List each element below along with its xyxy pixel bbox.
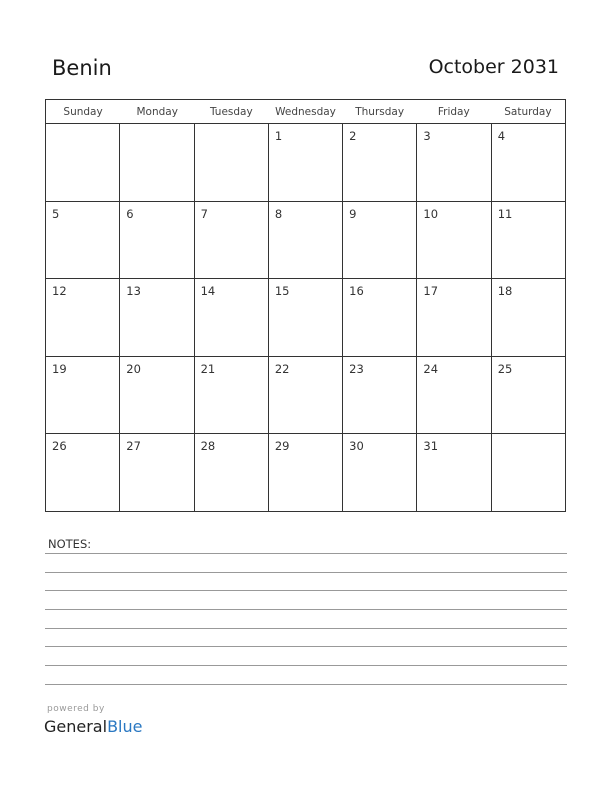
day-cell	[46, 202, 120, 279]
day-number: 26	[52, 439, 67, 454]
day-cell	[492, 124, 565, 201]
day-cell	[120, 434, 194, 512]
weekday-sunday: Sunday	[63, 106, 103, 118]
day-cell	[492, 357, 565, 434]
day-number: 24	[423, 361, 439, 376]
day-cell	[195, 124, 269, 201]
day-number: 30	[349, 439, 364, 454]
day-cell	[417, 124, 491, 201]
day-cell	[417, 357, 491, 434]
weekday-tuesday: Tuesday	[209, 106, 253, 118]
day-number: 17	[423, 284, 439, 299]
day-number: 5	[52, 206, 60, 221]
day-cell	[195, 202, 269, 279]
day-number: 22	[274, 361, 290, 376]
day-cell	[195, 279, 269, 356]
weekday-saturday: Saturday	[504, 106, 552, 118]
day-cell	[120, 202, 194, 279]
day-cell	[269, 124, 343, 201]
weekday-friday: Friday	[437, 106, 470, 118]
country-title: Benin	[52, 56, 112, 80]
note-line	[45, 590, 567, 591]
notes-label: NOTES:	[48, 537, 92, 551]
day-number: 25	[497, 361, 513, 376]
day-cell	[492, 434, 565, 512]
day-cell	[269, 357, 343, 434]
day-number: 12	[52, 284, 67, 299]
day-number: 14	[200, 284, 216, 299]
day-number: 2	[349, 129, 357, 143]
note-line	[45, 628, 567, 629]
day-cell	[120, 124, 194, 201]
day-cell	[343, 124, 417, 201]
powered-by-text: powered by	[47, 704, 105, 714]
day-number: 21	[200, 361, 216, 376]
day-number: 10	[423, 206, 439, 221]
day-cell	[417, 279, 491, 356]
day-number: 8	[274, 206, 283, 221]
day-number: 20	[126, 361, 141, 376]
day-cell	[343, 434, 417, 512]
day-cell	[343, 202, 417, 279]
day-cell	[46, 357, 120, 434]
weekday-header-row	[46, 100, 565, 124]
day-cell	[343, 279, 417, 356]
day-number: 15	[274, 284, 290, 299]
month-title: October 2031	[428, 56, 559, 78]
day-number: 16	[349, 284, 364, 299]
note-line	[45, 553, 567, 554]
week-row-2	[46, 202, 565, 280]
day-cell	[492, 202, 565, 279]
week-row-1	[46, 124, 565, 202]
day-number: 23	[349, 361, 364, 376]
day-cell	[46, 279, 120, 356]
day-cell	[269, 279, 343, 356]
day-cell	[46, 434, 120, 512]
week-row-4	[46, 357, 565, 435]
note-line	[45, 572, 567, 573]
weekday-monday: Monday	[136, 106, 178, 118]
note-line	[45, 609, 567, 610]
week-row-3	[46, 279, 565, 357]
day-number: 4	[497, 129, 506, 143]
generalblue-logo	[44, 717, 142, 736]
day-cell	[195, 434, 269, 512]
brand-blue: Blue	[107, 717, 143, 736]
day-number: 3	[423, 129, 431, 143]
day-cell	[492, 279, 565, 356]
day-cell	[269, 202, 343, 279]
day-cell	[120, 279, 194, 356]
day-cell	[195, 357, 269, 434]
note-line	[45, 646, 567, 647]
day-number: 18	[497, 284, 513, 299]
day-number: 28	[200, 439, 216, 454]
weekday-thursday: Thursday	[355, 106, 405, 118]
day-number: 13	[126, 284, 141, 299]
day-number: 7	[200, 206, 208, 221]
day-cell	[269, 434, 343, 512]
day-number: 1	[274, 129, 283, 143]
week-row-5	[46, 434, 565, 512]
weekday-wednesday: Wednesday	[275, 106, 336, 118]
day-cell	[417, 202, 491, 279]
day-cell	[417, 434, 491, 512]
day-number: 27	[126, 439, 141, 454]
day-number: 11	[497, 206, 513, 221]
note-line	[45, 684, 567, 685]
day-cell	[46, 124, 120, 201]
day-cell	[120, 357, 194, 434]
day-number: 9	[349, 206, 357, 221]
brand-general: General	[44, 717, 108, 736]
day-number: 29	[274, 439, 290, 454]
day-number: 19	[52, 361, 67, 376]
calendar-grid	[45, 99, 566, 512]
day-cell	[343, 357, 417, 434]
day-number: 6	[126, 206, 134, 221]
day-number: 31	[423, 439, 439, 454]
note-line	[45, 665, 567, 666]
